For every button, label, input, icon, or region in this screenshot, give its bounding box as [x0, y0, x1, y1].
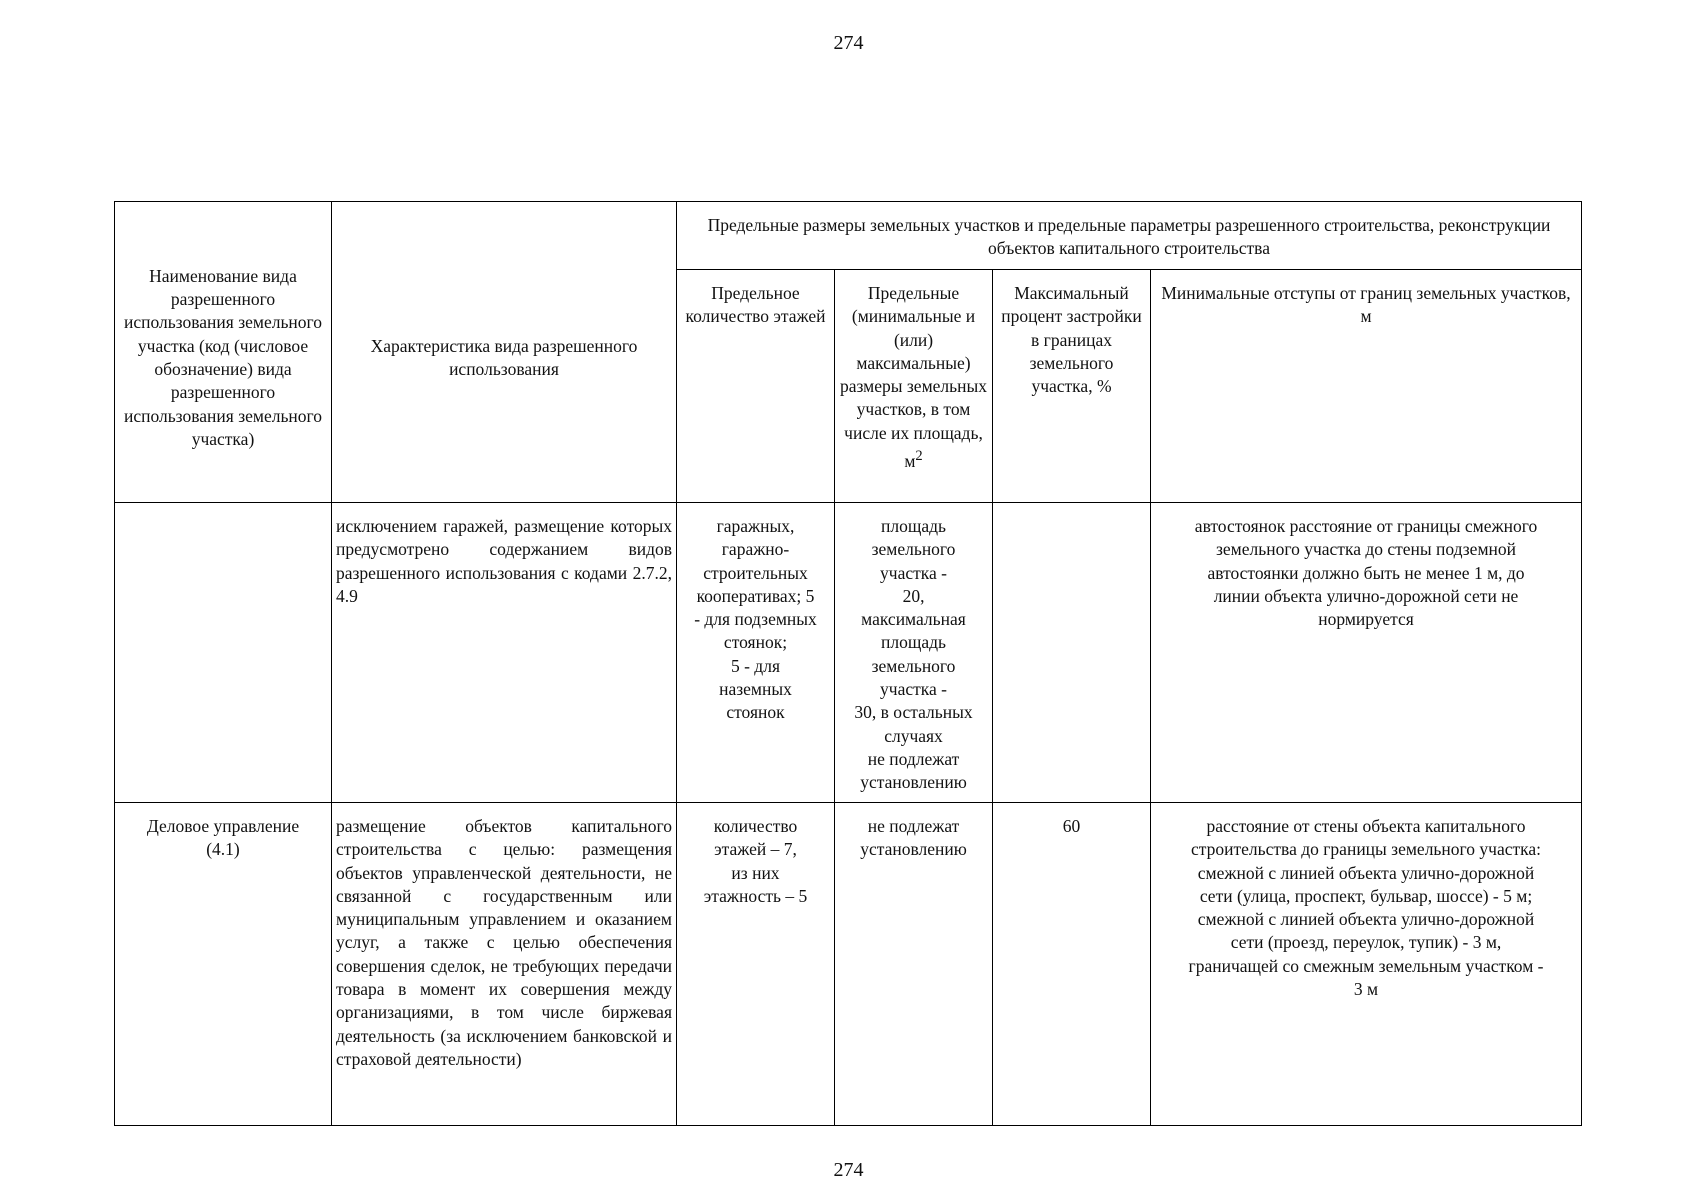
header-sizes-sup: 2: [915, 448, 923, 465]
cell-name: Деловое управление (4.1): [115, 803, 332, 1126]
cell-sizes: не подлежат установлению: [835, 803, 993, 1126]
header-setbacks: Минимальные отступы от границ земельных участков, м: [1151, 270, 1582, 503]
page-number-top: 274: [833, 32, 864, 54]
cell-name: [115, 503, 332, 803]
table-row: [115, 503, 1582, 803]
header-max-percent: Максимальный процент застройки в границах земельного участка, %: [993, 270, 1151, 503]
cell-setbacks: автостоянок расстояние от границы смежного земельного участка до стены подземной автостоянки должно быть не менее 1 м, до линии объекта улично-дорожной сети не нормируется: [1151, 503, 1582, 803]
cell-max-percent: [993, 503, 1151, 803]
page-number-bottom: 274: [833, 1159, 864, 1181]
cell-characteristic: размещение объектов капитального строительства с целью: размещения объектов управленческой деятельности, не связанной с государственным или муниципальным управлением и оказанием услуг, а также с целью обеспечения совершения сделок, не требующих передачи товара в момент их совершения между организациями, в том числе биржевая деятельность (за исключением банковской и страховой деятельности): [332, 803, 677, 1126]
zoning-regulations-table: [114, 201, 1582, 1126]
header-sizes: [835, 270, 993, 503]
header-name: Наименование вида разрешенного использования земельного участка (код (числовое обозначение) вида разрешенного использования земельного участка): [115, 202, 332, 503]
header-characteristic: Характеристика вида разрешенного использования: [332, 202, 677, 503]
cell-floors: количество этажей – 7, из них этажность – 5: [677, 803, 835, 1126]
cell-sizes: площадь земельного участка - 20, максимальная площадь земельного участка - 30, в остальных случаях не подлежат установлению: [835, 503, 993, 803]
header-floors: Предельное количество этажей: [677, 270, 835, 503]
table-row: [115, 803, 1582, 1126]
cell-max-percent: 60: [993, 803, 1151, 1126]
header-row-1: [115, 202, 1582, 270]
cell-floors: гаражных, гаражно- строительных кооперативах; 5 - для подземных стоянок; 5 - для наземных стоянок: [677, 503, 835, 803]
header-sizes-text: Предельные (минимальные и (или) максимальные) размеры земельных участков, в том числе их площадь, м: [839, 283, 987, 471]
cell-characteristic: исключением гаражей, размещение которых предусмотрено содержанием видов разрешенного использования с кодами 2.7.2, 4.9: [332, 503, 677, 803]
header-limits-group: Предельные размеры земельных участков и предельные параметры разрешенного строительства, реконструкции объектов капитального строительства: [677, 202, 1582, 270]
cell-setbacks: расстояние от стены объекта капитального строительства до границы земельного участка: смежной с линией объекта улично-дорожной сети (улица, проспект, бульвар, шоссе) - 5 м; смежной с линией объекта улично-дорожной сети (проезд, переулок, тупик) - 3 м, граничащей со смежным земельным участком - 3 м: [1151, 803, 1582, 1126]
